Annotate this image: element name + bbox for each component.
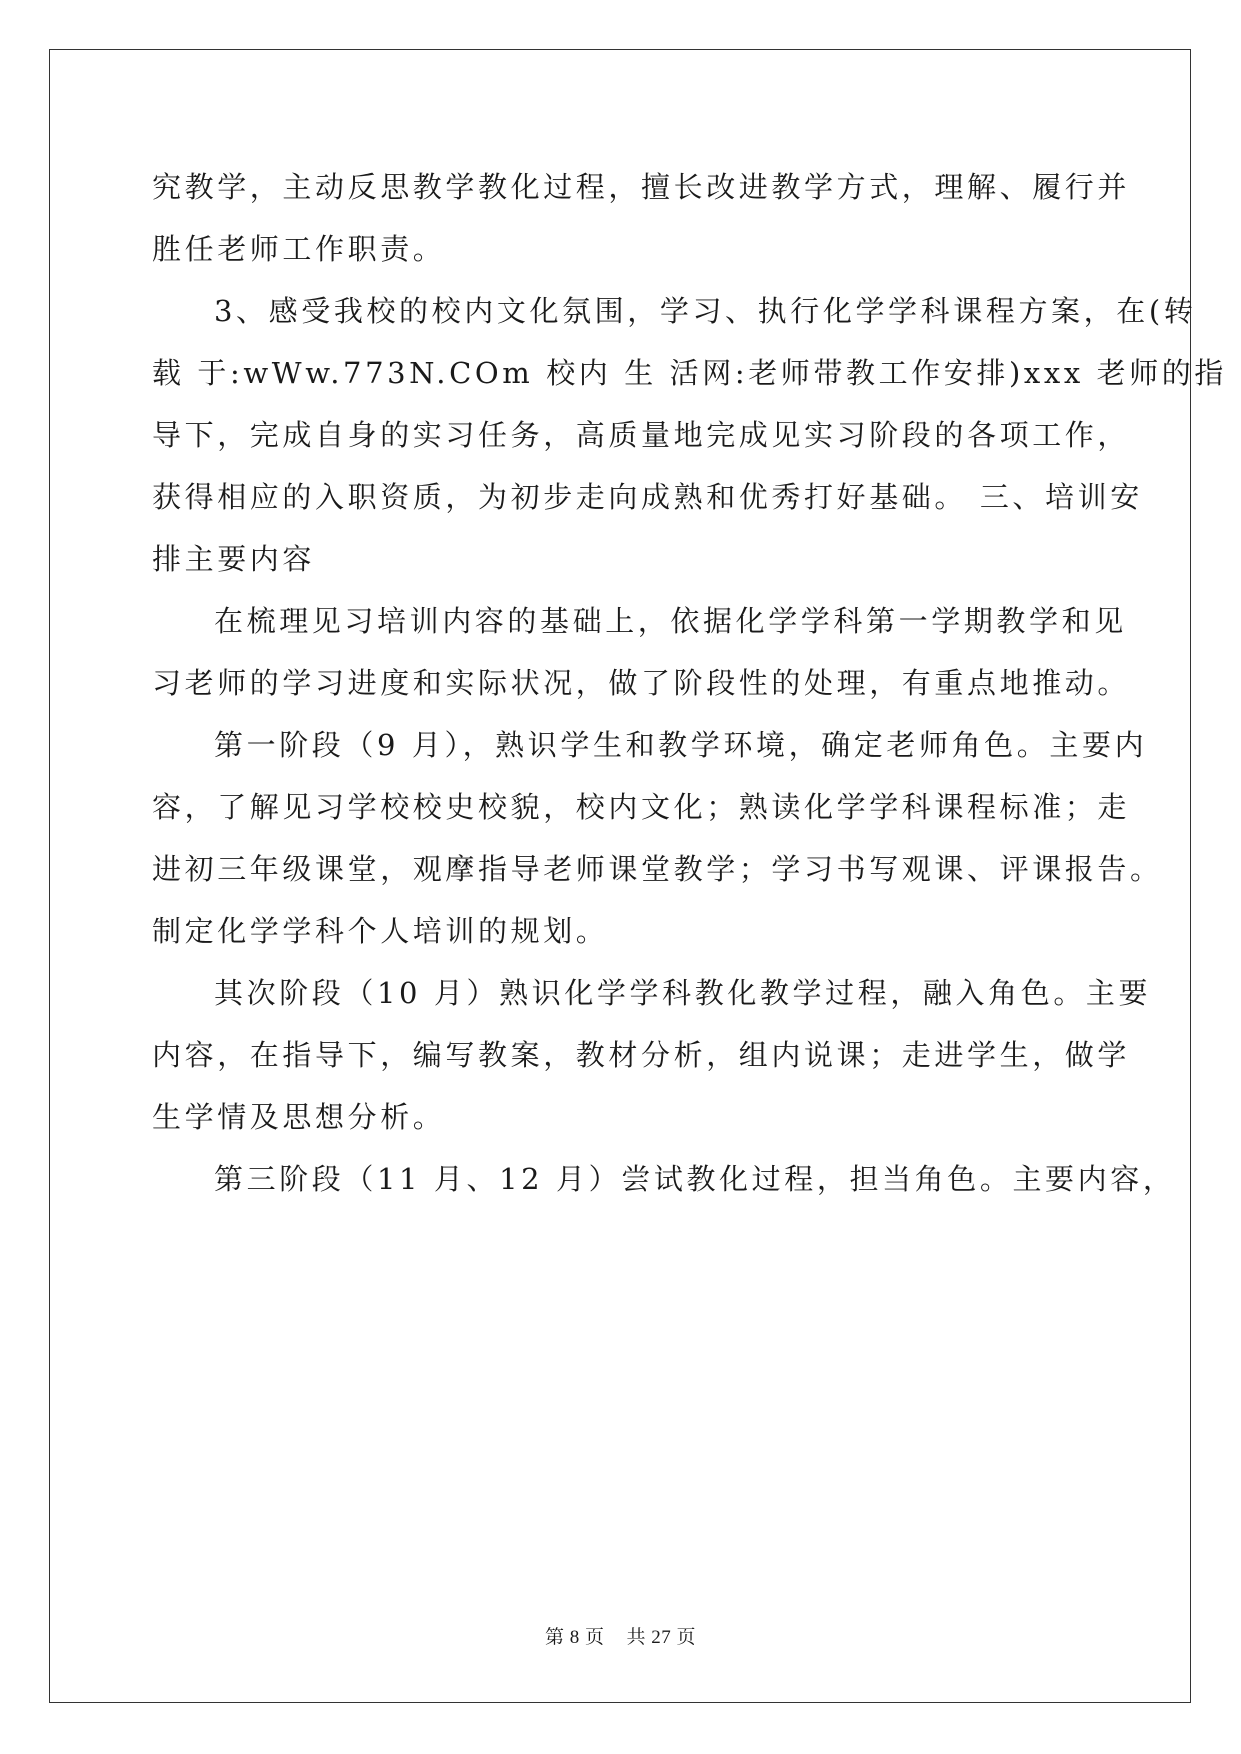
text-line: 究教学，主动反思教学教化过程，擅长改进教学方式，理解、履行并 bbox=[152, 170, 1131, 204]
page-total: 共 27 页 bbox=[626, 1627, 697, 1648]
text-line: 进初三年级课堂，观摩指导老师课堂教学；学习书写观课、评课报告。 bbox=[152, 852, 1163, 886]
text-line: 胜任老师工作职责。 bbox=[152, 232, 446, 266]
text-line: 内容，在指导下，编写教案，教材分析，组内说课；走进学生，做学 bbox=[152, 1038, 1131, 1072]
text-line: 3、感受我校的校内文化氛围，学习、执行化学学科课程方案，在(转 bbox=[214, 294, 1197, 328]
text-line: 第一阶段（9 月），熟识学生和教学环境，确定老师角色。主要内 bbox=[214, 728, 1148, 762]
page-number: 第 8 页 bbox=[544, 1627, 605, 1648]
text-line: 制定化学学科个人培训的规划。 bbox=[152, 914, 609, 948]
text-line: 习老师的学习进度和实际状况，做了阶段性的处理，有重点地推动。 bbox=[152, 666, 1131, 700]
text-line: 在梳理见习培训内容的基础上，依据化学学科第一学期教学和见 bbox=[214, 604, 1127, 638]
text-line: 第三阶段（11 月、12 月）尝试教化过程，担当角色。主要内容， bbox=[214, 1162, 1176, 1196]
page-footer bbox=[0, 1622, 1241, 1649]
text-line: 获得相应的入职资质，为初步走向成熟和优秀打好基础。 三、培训安 bbox=[152, 480, 1143, 514]
text-line: 生学情及思想分析。 bbox=[152, 1100, 446, 1134]
text-line: 其次阶段（10 月）熟识化学学科教化教学过程，融入角色。主要 bbox=[214, 976, 1152, 1010]
text-line: 导下，完成自身的实习任务，高质量地完成见实习阶段的各项工作， bbox=[152, 418, 1131, 452]
text-line: 容，了解见习学校校史校貌，校内文化；熟读化学学科课程标准；走 bbox=[152, 790, 1131, 824]
document-body bbox=[152, 156, 1227, 1210]
text-line: 排主要内容 bbox=[152, 542, 316, 576]
text-line: 载 于:wWw.773N.COm 校内 生 活网:老师带教工作安排)xxx 老师的指 bbox=[152, 356, 1227, 390]
